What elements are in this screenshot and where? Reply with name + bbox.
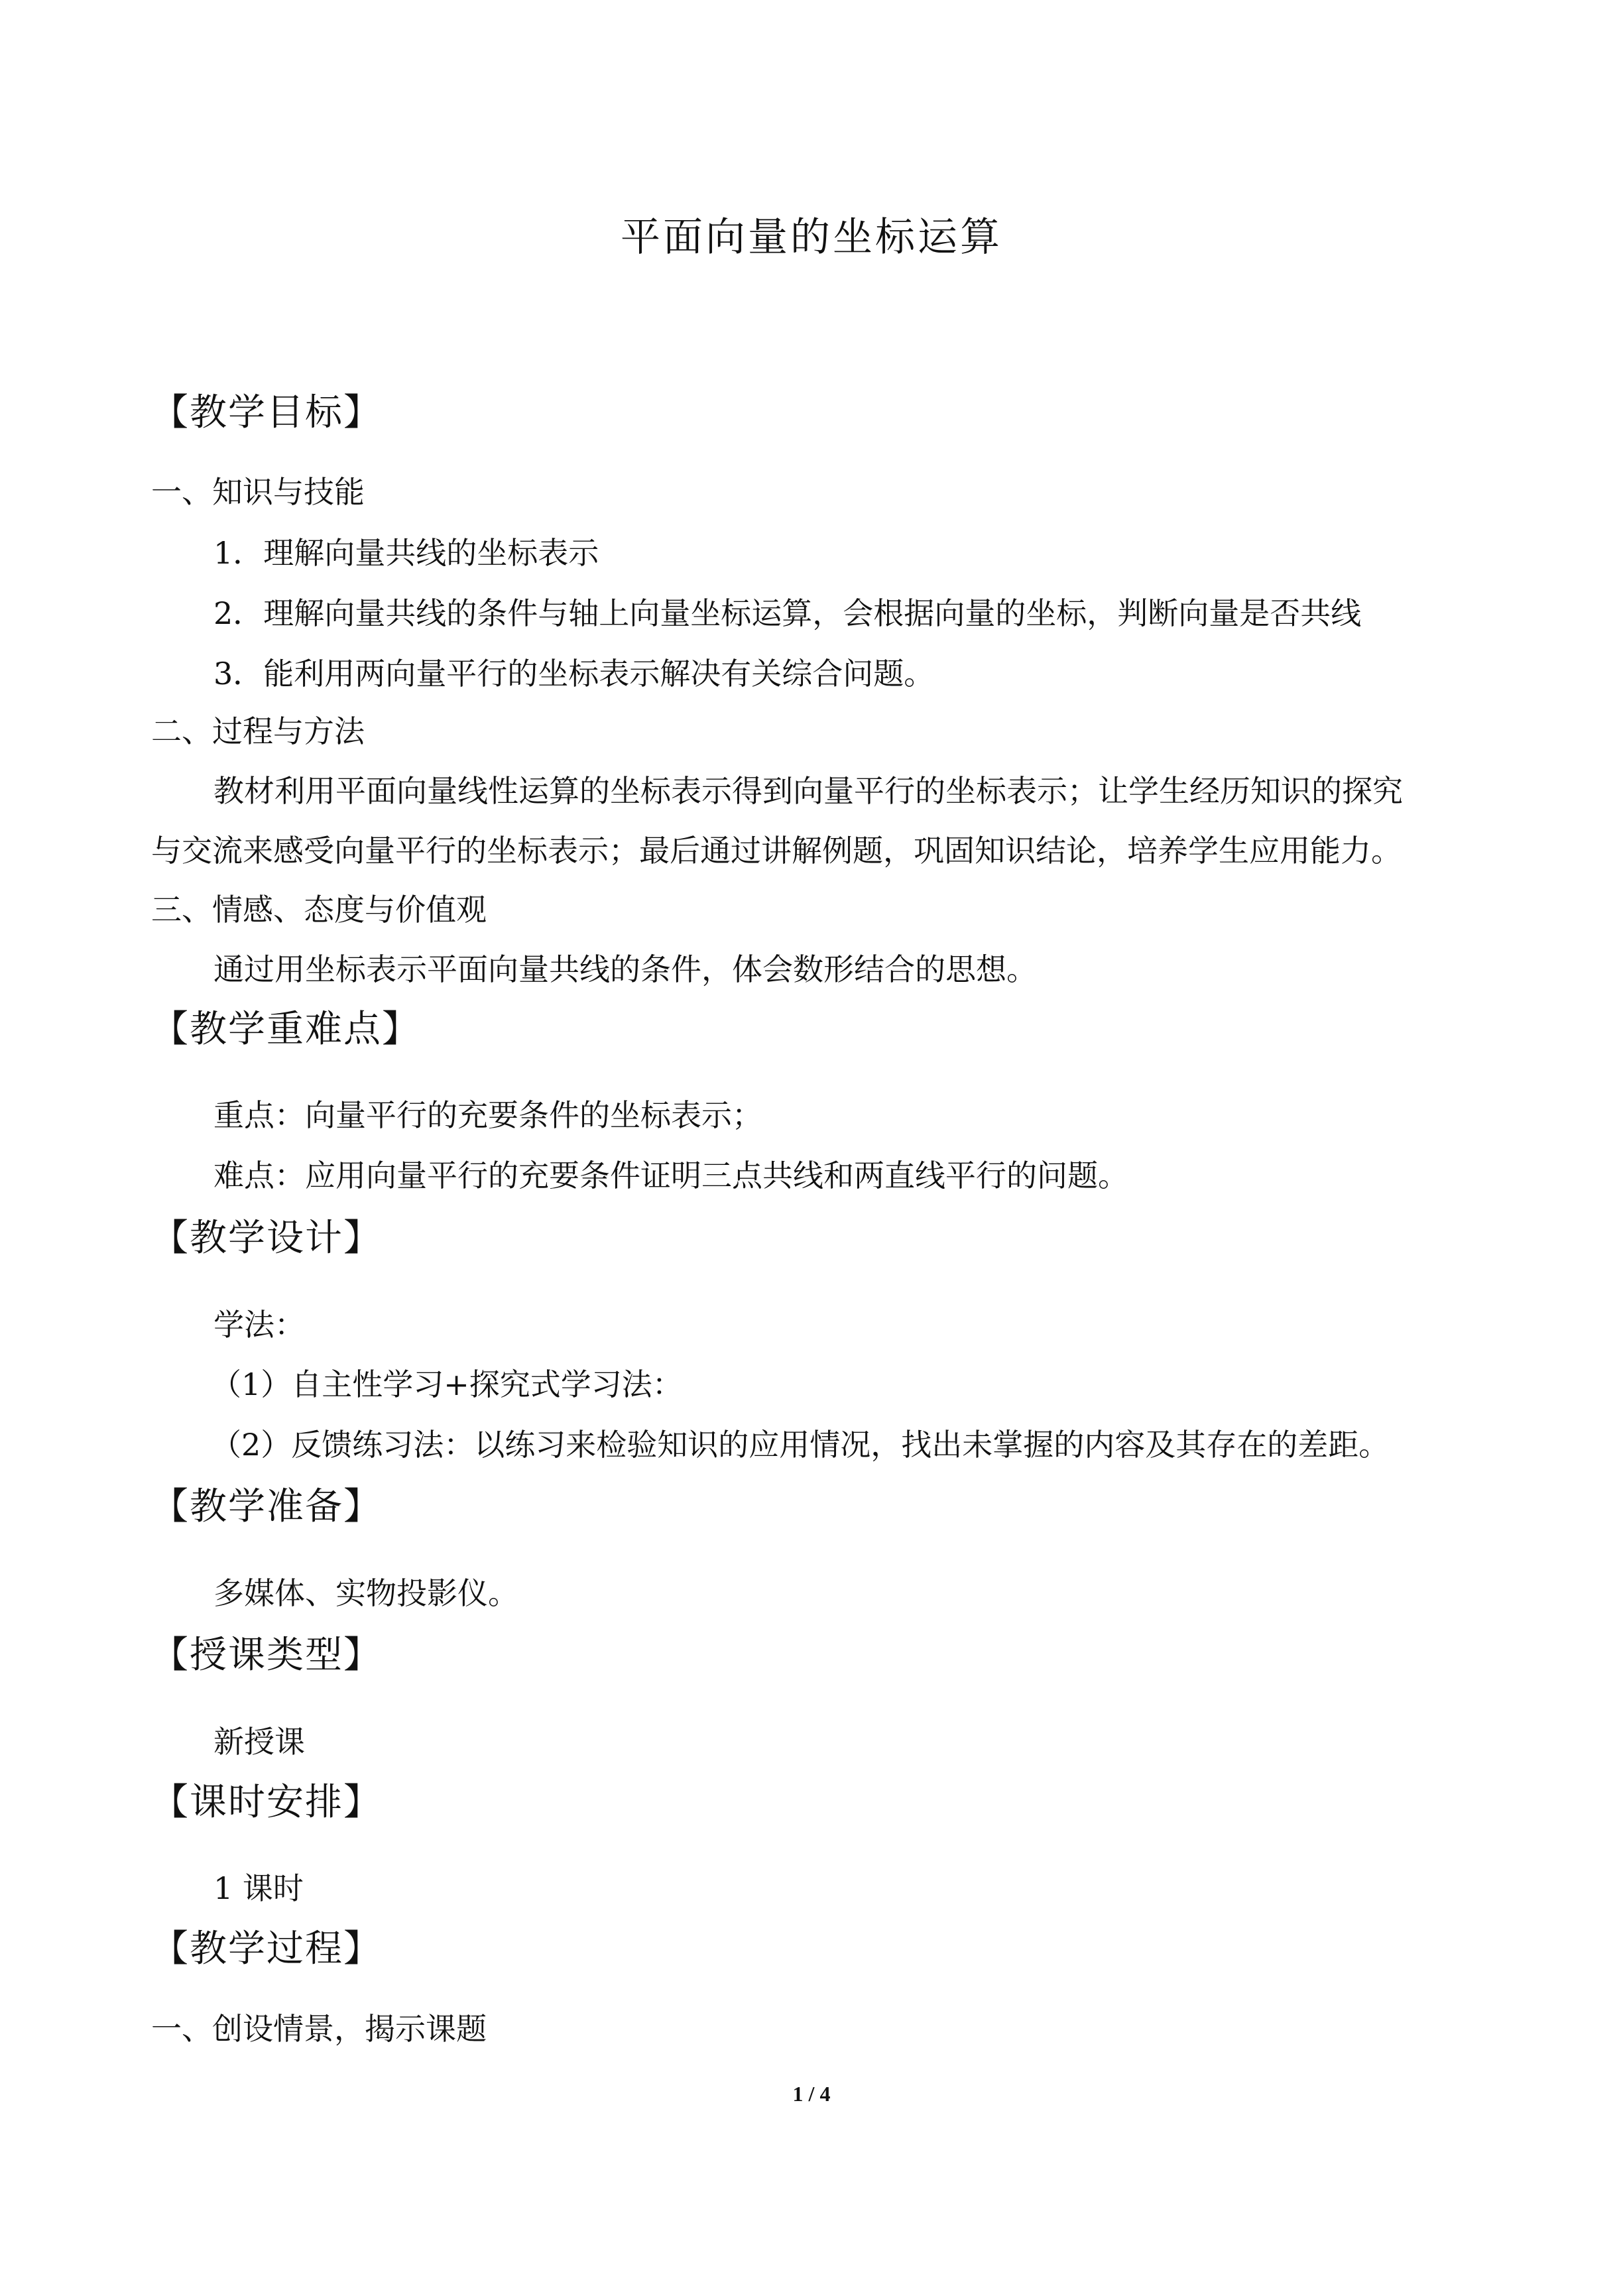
knowledge-item-3: 3．能利用两向量平行的坐标表示解决有关综合问题。 bbox=[213, 656, 935, 692]
page-number: 1 / 4 bbox=[792, 2082, 831, 2106]
heading-objectives: 【教学目标】 bbox=[151, 391, 382, 434]
design-item-2: （2）反馈练习法：以练习来检验知识的应用情况，找出未掌握的内容及其存在的差距。 bbox=[211, 1427, 1390, 1463]
heading-preparation: 【教学准备】 bbox=[151, 1485, 382, 1528]
process-text-line1: 教材利用平面向量线性运算的坐标表示得到向量平行的坐标表示；让学生经历知识的探究 bbox=[213, 773, 1403, 809]
knowledge-item-1: 1．理解向量共线的坐标表示 bbox=[213, 535, 599, 571]
label-knowledge: 一、知识与技能 bbox=[151, 474, 365, 510]
heading-schedule: 【课时安排】 bbox=[151, 1781, 382, 1824]
schedule-text: 1 课时 bbox=[213, 1870, 304, 1906]
difficult-point-text: 难点：应用向量平行的充要条件证明三点共线和两直线平行的问题。 bbox=[213, 1158, 1128, 1193]
emotion-text: 通过用坐标表示平面向量共线的条件，体会数形结合的思想。 bbox=[213, 951, 1037, 987]
heading-design: 【教学设计】 bbox=[151, 1217, 382, 1260]
heading-lesson-type: 【授课类型】 bbox=[151, 1634, 382, 1677]
heading-key-points: 【教学重难点】 bbox=[151, 1008, 420, 1051]
lesson-type-text: 新授课 bbox=[213, 1724, 305, 1760]
design-item-1: （1）自主性学习+探究式学习法： bbox=[211, 1366, 683, 1402]
preparation-text: 多媒体、实物投影仪。 bbox=[213, 1575, 518, 1611]
procedure-first-step: 一、创设情景，揭示课题 bbox=[151, 2011, 487, 2047]
label-process: 二、过程与方法 bbox=[151, 713, 365, 749]
design-label: 学法： bbox=[213, 1307, 305, 1343]
label-emotion: 三、情感、态度与价值观 bbox=[151, 892, 487, 928]
heading-procedure: 【教学过程】 bbox=[151, 1927, 382, 1970]
process-text-line2: 与交流来感受向量平行的坐标表示；最后通过讲解例题，巩固知识结论，培养学生应用能力。 bbox=[151, 833, 1402, 869]
key-point-text: 重点：向量平行的充要条件的坐标表示； bbox=[213, 1097, 762, 1133]
knowledge-item-2: 2．理解向量共线的条件与轴上向量坐标运算，会根据向量的坐标，判断向量是否共线 bbox=[213, 595, 1362, 631]
document-title: 平面向量的坐标运算 bbox=[621, 214, 1002, 261]
